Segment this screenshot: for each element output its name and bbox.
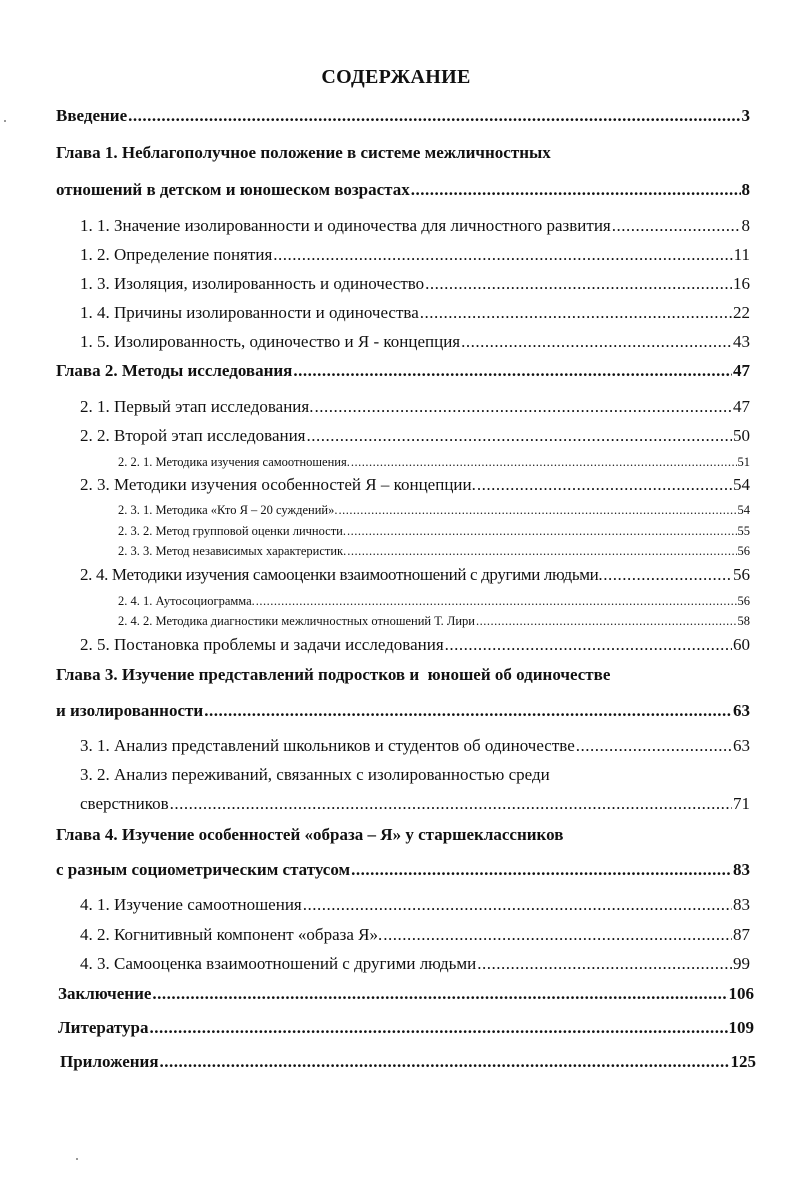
- toc-page-number: 83: [733, 895, 750, 914]
- toc-entry-2-4-2[interactable]: [118, 615, 750, 628]
- toc-entry-label: 2. 5. Постановка проблемы и задачи исследования: [80, 635, 444, 654]
- dot-leader: [347, 545, 736, 558]
- toc-entry-2-3-3[interactable]: [118, 545, 750, 558]
- toc-entry-4-2[interactable]: [80, 926, 750, 943]
- dot-leader: [149, 1019, 727, 1036]
- dot-leader: [351, 456, 737, 469]
- toc-entry-label: отношений в детском и юношеском возрастах: [56, 180, 410, 199]
- toc-entry-conclusion[interactable]: [58, 985, 754, 1002]
- dot-leader: [303, 896, 732, 913]
- toc-page-number: 22: [733, 303, 750, 322]
- dot-leader: [612, 217, 741, 234]
- toc-entry-label: 2. 3. 1. Методика «Кто Я – 20 суждений».: [118, 503, 338, 517]
- toc-entry-label: 2. 4. Методики изучения самооценки взаимоотношений с другими людьми.: [80, 565, 603, 584]
- toc-page-number: 11: [733, 245, 750, 264]
- toc-page-number: 125: [730, 1052, 756, 1071]
- toc-entry-label: с разным социометрическим статусом: [56, 860, 351, 879]
- toc-entry-3-1[interactable]: [80, 737, 750, 754]
- toc-entry-label: 2. 3. 2. Метод групповой оценки личности.: [118, 524, 346, 538]
- dot-leader: [204, 702, 732, 719]
- toc-entry-1-4[interactable]: [80, 304, 750, 321]
- dot-leader: [420, 304, 732, 321]
- toc-page-number: 99: [733, 954, 750, 973]
- toc-entry-label: Заключение: [58, 984, 152, 1003]
- toc-entry-label: 4. 3. Самооценка взаимоотношений с другими людьми: [80, 954, 477, 973]
- toc-entry-label: 4. 1. Изучение самоотношения: [80, 895, 302, 914]
- toc-entry-chapter-4[interactable]: [56, 861, 750, 878]
- toc-entry-label: 1. 4. Причины изолированности и одиночества: [80, 303, 419, 322]
- toc-page-number: 51: [737, 455, 750, 469]
- dot-leader: [476, 615, 737, 628]
- toc-entry-chapter-3[interactable]: [56, 702, 750, 719]
- chapter-1-title-line1: Глава 1. Неблагополучное положение в системе межличностных: [56, 143, 551, 162]
- toc-entry-4-3[interactable]: [80, 955, 750, 972]
- toc-entry-label: 2. 3. 3. Метод независимых характеристик.: [118, 544, 347, 558]
- toc-entry-1-2[interactable]: [80, 246, 750, 263]
- toc-entry-1-1[interactable]: [80, 217, 750, 234]
- toc-page-number: 63: [733, 736, 750, 755]
- toc-entry-label: 1. 5. Изолированность, одиночество и Я - концепция: [80, 332, 461, 351]
- toc-entry-2-2[interactable]: [80, 427, 750, 444]
- dot-leader: [383, 926, 732, 943]
- toc-page-number: 87: [733, 925, 750, 944]
- toc-entry-2-3[interactable]: [80, 476, 750, 493]
- toc-page-number: 71: [733, 794, 750, 813]
- toc-entry-2-3-2[interactable]: [118, 525, 750, 538]
- toc-entry-4-1[interactable]: [80, 896, 750, 913]
- chapter-4-title-line1: Глава 4. Изучение особенностей «образа – Я» у старшеклассников: [56, 825, 564, 844]
- toc-page-number: 106: [728, 984, 754, 1003]
- toc-page-number: 83: [733, 860, 750, 879]
- toc-page-number: 56: [737, 544, 750, 558]
- dot-leader: [351, 861, 732, 878]
- dot-leader: [339, 504, 737, 517]
- dot-leader: [307, 427, 733, 444]
- toc-entry-2-4-1[interactable]: [118, 595, 750, 608]
- toc-page-number: 54: [737, 503, 750, 517]
- toc-entry-label: 1. 2. Определение понятия: [80, 245, 273, 264]
- dot-leader: [314, 398, 732, 415]
- dot-leader: [152, 985, 727, 1002]
- scan-speck: [76, 1158, 78, 1160]
- dot-leader: [128, 107, 740, 124]
- dot-leader: [576, 737, 732, 754]
- toc-entry-1-3[interactable]: [80, 275, 750, 292]
- toc-entry-label: 3. 1. Анализ представлений школьников и студентов об одиночестве: [80, 736, 575, 755]
- dot-leader: [170, 795, 732, 812]
- dot-leader: [477, 476, 732, 493]
- toc-entry-2-4[interactable]: [80, 566, 750, 583]
- toc-entry-label: Приложения: [60, 1052, 159, 1071]
- toc-entry-label: Введение: [56, 106, 128, 125]
- toc-page-number: 58: [737, 614, 750, 628]
- toc-entry-intro[interactable]: [56, 107, 750, 124]
- toc-entry-appendix[interactable]: [60, 1053, 756, 1070]
- toc-page-number: 56: [737, 594, 750, 608]
- toc-entry-2-3-1[interactable]: [118, 504, 750, 517]
- toc-entry-label: 2. 4. 2. Методика диагностики межличностных отношений Т. Лири: [118, 614, 475, 628]
- toc-page-number: 109: [728, 1018, 754, 1037]
- toc-page-number: 60: [733, 635, 750, 654]
- dot-leader: [411, 181, 741, 198]
- toc-page-number: 43: [733, 332, 750, 351]
- toc-page-number: 56: [733, 565, 750, 584]
- dot-leader: [603, 566, 732, 583]
- toc-entry-label: Глава 2. Методы исследования: [56, 361, 293, 380]
- toc-entry-label: 2. 3. Методики изучения особенностей Я – концепции.: [80, 475, 476, 494]
- toc-page-number: 8: [741, 216, 750, 235]
- toc-entry-label: 2. 2. Второй этап исследования: [80, 426, 306, 445]
- dot-leader: [160, 1053, 730, 1070]
- toc-entry-label: 1. 3. Изоляция, изолированность и одиночество: [80, 274, 425, 293]
- toc-entry-label: 2. 4. 1. Аутосоциограмма.: [118, 594, 255, 608]
- dot-leader: [347, 525, 737, 538]
- toc-page-number: 47: [733, 361, 750, 380]
- dot-leader: [256, 595, 737, 608]
- scan-speck: [4, 120, 6, 122]
- section-3-2-title-line1: 3. 2. Анализ переживаний, связанных с изолированностью среди: [80, 765, 550, 784]
- toc-page-number: 55: [737, 524, 750, 538]
- toc-page-number: 54: [733, 475, 750, 494]
- toc-entry-label: сверстников: [80, 794, 169, 813]
- toc-entry-label: 1. 1. Значение изолированности и одиночества для личностного развития: [80, 216, 611, 235]
- toc-entry-label: 2. 2. 1. Методика изучения самоотношения.: [118, 455, 350, 469]
- toc-page-number: 3: [741, 106, 750, 125]
- toc-entry-chapter-2[interactable]: [56, 362, 750, 379]
- toc-entry-label: Литература: [58, 1018, 149, 1037]
- toc-entry-label: 4. 2. Когнитивный компонент «образа Я».: [80, 925, 383, 944]
- dot-leader: [477, 955, 732, 972]
- toc-entry-1-5[interactable]: [80, 333, 750, 350]
- toc-entry-chapter-1[interactable]: [56, 181, 750, 198]
- toc-page-number: 16: [733, 274, 750, 293]
- dot-leader: [273, 246, 732, 263]
- toc-entry-literature[interactable]: [58, 1019, 754, 1036]
- toc-entry-label: и изолированности: [56, 701, 204, 720]
- chapter-3-title-line1: Глава 3. Изучение представлений подростков и юношей об одиночестве: [56, 665, 611, 684]
- page-title: СОДЕРЖАНИЕ: [321, 66, 471, 88]
- toc-entry-2-1[interactable]: [80, 398, 750, 415]
- toc-page-number: 63: [733, 701, 750, 720]
- dot-leader: [293, 362, 732, 379]
- toc-entry-label: 2. 1. Первый этап исследования.: [80, 397, 314, 416]
- toc-page-number: 8: [741, 180, 750, 199]
- toc-entry-2-5[interactable]: [80, 636, 750, 653]
- dot-leader: [461, 333, 732, 350]
- toc-page-number: 50: [733, 426, 750, 445]
- toc-entry-3-2[interactable]: [80, 795, 750, 812]
- toc-page-number: 47: [733, 397, 750, 416]
- dot-leader: [445, 636, 732, 653]
- toc-entry-2-2-1[interactable]: [118, 456, 750, 469]
- dot-leader: [425, 275, 732, 292]
